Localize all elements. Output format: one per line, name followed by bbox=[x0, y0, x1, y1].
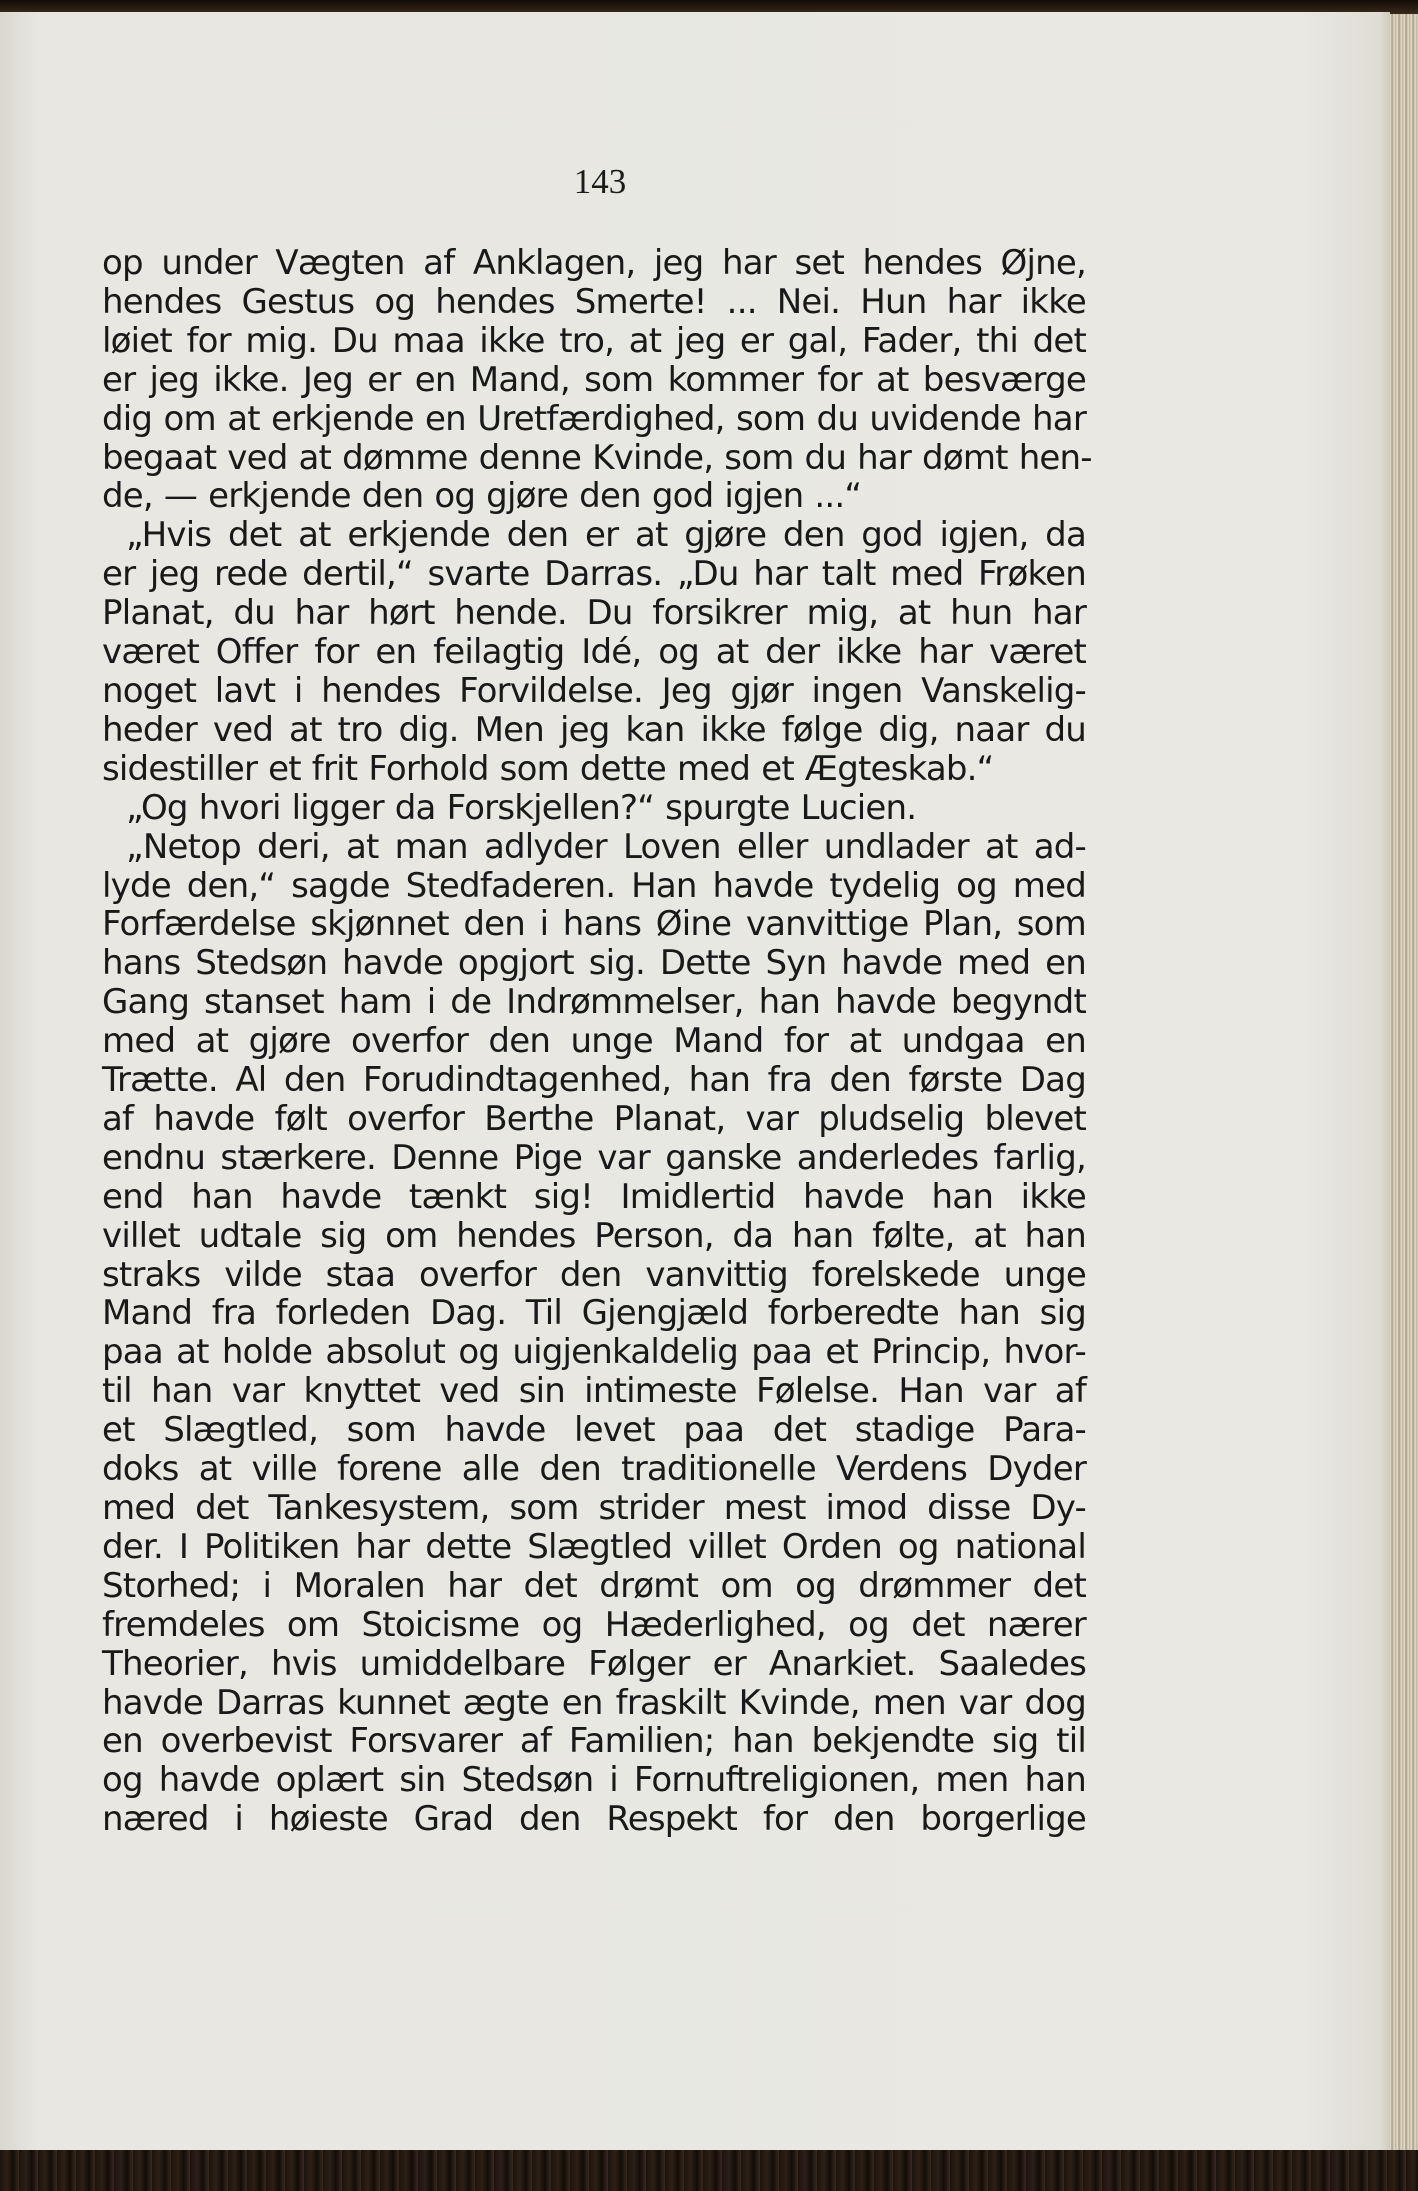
text-line: et Slægtled, som havde levet paa det stadige Para- bbox=[102, 1410, 1086, 1451]
text-line: Storhed; i Moralen har det drømt om og drømmer det bbox=[102, 1565, 1086, 1606]
text-line: en overbevist Forsvarer af Familien; han bekjendte sig til bbox=[102, 1721, 1086, 1762]
text-line: næred i høieste Grad den Respekt for den borgerlige bbox=[102, 1799, 1086, 1840]
text-line: Planat, du har hørt hende. Du forsikrer mig, at hun har bbox=[102, 593, 1086, 634]
text-line: der. I Politiken har dette Slægtled villet Orden og national bbox=[102, 1526, 1086, 1567]
text-line: lyde den,“ sagde Stedfaderen. Han havde tydelig og med bbox=[102, 865, 1086, 906]
book-page bbox=[0, 12, 1390, 2152]
text-line: med det Tankesystem, som strider mest imod disse Dy- bbox=[102, 1488, 1086, 1528]
text-line: „Og hvori ligger da Forskjellen?“ spurgte Lucien. bbox=[126, 787, 917, 828]
text-line: løiet for mig. Du maa ikke tro, at jeg er gal, Fader, thi det bbox=[102, 320, 1086, 361]
text-line: er jeg ikke. Jeg er en Mand, som kommer for at besværge bbox=[102, 359, 1086, 400]
text-line: noget lavt i hendes Forvildelse. Jeg gjør ingen Vanskelig- bbox=[102, 670, 1086, 711]
text-line: er jeg rede dertil,“ svarte Darras. „Du har talt med Frøken bbox=[102, 554, 1086, 595]
text-line: straks vilde staa overfor den vanvittig forelskede unge bbox=[102, 1254, 1086, 1295]
text-line: heder ved at tro dig. Men jeg kan ikke følge dig, naar du bbox=[102, 709, 1086, 750]
text-line: sidestiller et frit Forhold som dette med et Ægteskab.“ bbox=[102, 748, 994, 789]
text-line: dig om at erkjende en Uretfærdighed, som du uvidende har bbox=[102, 398, 1086, 439]
scan-bottom-border bbox=[0, 2150, 1418, 2191]
text-line: Gang stanset ham i de Indrømmelser, han havde begyndt bbox=[102, 982, 1086, 1023]
text-line: villet udtale sig om hendes Person, da han følte, at han bbox=[102, 1215, 1086, 1256]
text-line: havde Darras kunnet ægte en fraskilt Kvinde, men var dog bbox=[102, 1682, 1086, 1723]
text-line: fremdeles om Stoicisme og Hæderlighed, og det nærer bbox=[102, 1604, 1086, 1645]
text-line: med at gjøre overfor den unge Mand for at undgaa en bbox=[102, 1021, 1086, 1062]
text-line: Mand fra forleden Dag. Til Gjengjæld forberedte han sig bbox=[102, 1293, 1086, 1334]
text-line: hendes Gestus og hendes Smerte! ... Nei. Hun har ikke bbox=[102, 281, 1086, 322]
text-line: af havde følt overfor Berthe Planat, var pludselig blevet bbox=[102, 1098, 1086, 1139]
text-line: Forfærdelse skjønnet den i hans Øine vanvittige Plan, som bbox=[102, 904, 1086, 945]
text-line: endnu stærkere. Denne Pige var ganske anderledes farlig, bbox=[102, 1137, 1086, 1178]
text-line: de, — erkjende den og gjøre den god igjen ...“ bbox=[102, 476, 862, 517]
text-line: Trætte. Al den Forudindtagenhed, han fra den første Dag bbox=[102, 1060, 1086, 1101]
text-line: „Netop deri, at man adlyder Loven eller undlader at ad- bbox=[126, 826, 1086, 867]
text-line: Theorier, hvis umiddelbare Følger er Anarkiet. Saaledes bbox=[102, 1643, 1086, 1684]
text-line: og havde oplært sin Stedsøn i Fornuftreligionen, men han bbox=[102, 1760, 1086, 1801]
text-line: doks at ville forene alle den traditionelle Verdens Dyder bbox=[102, 1449, 1086, 1490]
page-number: 143 bbox=[573, 162, 627, 201]
text-line: hans Stedsøn havde opgjort sig. Dette Syn havde med en bbox=[102, 943, 1086, 984]
body-text bbox=[102, 243, 1092, 1840]
text-line: op under Vægten af Anklagen, jeg har set hendes Øjne, bbox=[102, 243, 1086, 283]
text-line: paa at holde absolut og uigjenkaldelig paa et Princip, hvor- bbox=[102, 1332, 1086, 1373]
text-line: „Hvis det at erkjende den er at gjøre den god igjen, da bbox=[126, 515, 1086, 556]
text-line: end han havde tænkt sig! Imidlertid havde han ikke bbox=[102, 1176, 1086, 1217]
text-line: begaat ved at dømme denne Kvinde, som du har dømt hen- bbox=[102, 437, 1092, 478]
text-line: været Offer for en feilagtig Idé, og at der ikke har været bbox=[102, 632, 1086, 673]
text-line: til han var knyttet ved sin intimeste Følelse. Han var af bbox=[102, 1371, 1086, 1412]
